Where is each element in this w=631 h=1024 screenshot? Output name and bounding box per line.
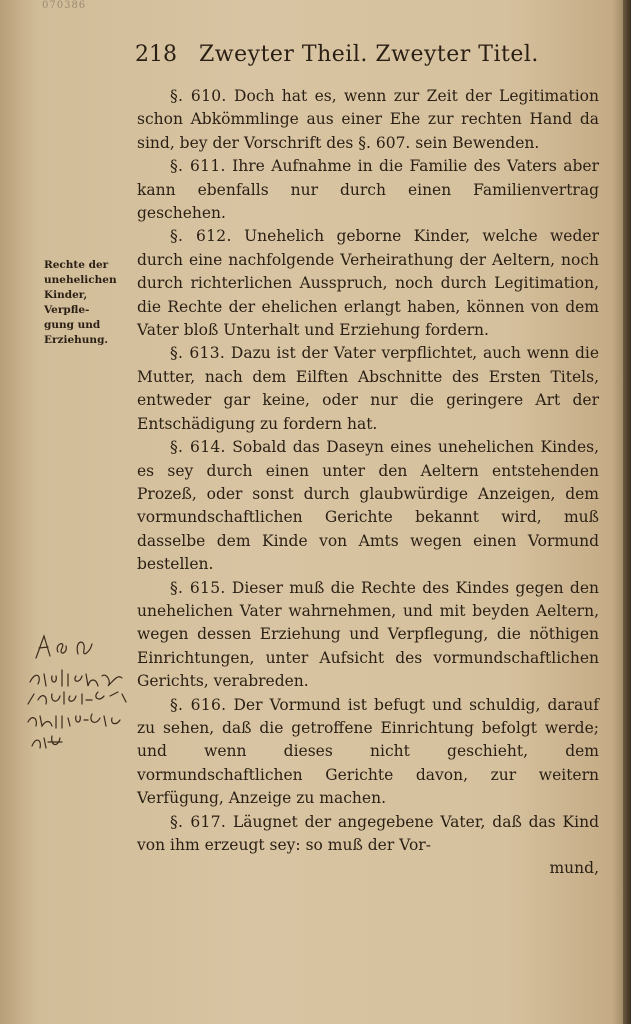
paragraph-611 — [137, 155, 599, 225]
paragraph-612 — [137, 225, 599, 342]
section-number: §. 614. — [170, 438, 226, 457]
paragraph-text: Unehelich geborne Kinder, welche weder durch eine nachfolgende Verheirathung der Aeltern, noch durch richterlichen Ausspruch, noch durch Legitimation, die Rechte der ehelichen erlangt haben, können von dem Vater bloß Unterhalt und Erziehung fordern. — [137, 227, 599, 340]
margin-note-line: Rechte der — [44, 259, 109, 271]
paragraph-text: Läugnet der angegebene Vater, daß das Kind von ihm erzeugt sey: so muß der Vor- — [137, 812, 599, 854]
margin-note-line: gung und — [44, 319, 101, 331]
section-number: §. 616. — [170, 695, 227, 714]
paragraph-613 — [137, 342, 599, 436]
paragraph-617 — [137, 811, 599, 858]
handwritten-annotation — [22, 630, 142, 760]
section-number: §. 611. — [170, 157, 226, 176]
paragraph-614 — [137, 436, 599, 576]
paragraph-615 — [137, 577, 599, 694]
margin-note-line: Erziehung. — [44, 334, 109, 346]
paragraph-610 — [137, 85, 599, 155]
running-title: Zweyter Theil. Zweyter Titel. — [199, 42, 539, 67]
margin-note-line: Kinder, — [44, 289, 88, 301]
running-header — [135, 38, 605, 72]
section-number: §. 615. — [170, 578, 226, 597]
paragraph-text: Dieser muß die Rechte des Kindes gegen den unehelichen Vater wahrnehmen, und mit beyden Aeltern, wegen dessen Erziehung und Verpflegung, die nöthigen Einrichtungen, unter Aufsicht des vormundschaftlichen Gerichts, verabreden. — [137, 578, 599, 691]
handwriting-scribble — [22, 630, 142, 760]
margin-note-line: Verpfle- — [44, 304, 90, 316]
section-number: §. 617. — [170, 812, 227, 831]
paragraph-text: Dazu ist der Vater verpflichtet, auch wenn die Mutter, nach dem Eilften Abschnitte des Ersten Titels, entweder gar keine, oder nur die geringere Art der Entschädigung zu fordern hat. — [137, 344, 599, 433]
section-number: §. 610. — [170, 87, 227, 105]
margin-note — [44, 258, 128, 348]
section-number: §. 612. — [170, 227, 232, 246]
main-text — [137, 85, 599, 881]
paragraph-text: Doch hat es, wenn zur Zeit der Legitimation schon Abkömmlinge aus einer Ehe zur rechten Hand da sind, bey der Vorschrift des §. 607. sein Bewenden. — [137, 87, 599, 152]
paragraph-616 — [137, 694, 599, 811]
section-number: §. 613. — [170, 344, 226, 363]
paragraph-text: Ihre Aufnahme in die Familie des Vaters aber kann ebenfalls nur durch einen Familienvertrag geschehen. — [137, 157, 599, 223]
catchword: mund, — [549, 859, 599, 878]
page-number: 218 — [135, 42, 177, 67]
paragraph-text: Sobald das Daseyn eines unehelichen Kindes, es sey durch einen unter den Aeltern entstehenden Prozeß, oder sonst durch glaubwürdige Anzeigen, dem vormundschaftlichen Gerichte bekannt wird, muß dasselbe dem Kinde von Amts wegen einen Vormund bestellen. — [137, 438, 600, 574]
paragraph-text: Der Vormund ist befugt und schuldig, darauf zu sehen, daß die getroffene Einrichtung befolgt werde; und wenn dieses nicht geschieht, dem vormundschaftlichen Gerichte davon, zur weitern Verfügung, Anzeige zu machen. — [137, 695, 600, 808]
catalog-mark: 070386 — [42, 0, 87, 11]
margin-note-line: unehelichen — [44, 274, 117, 286]
